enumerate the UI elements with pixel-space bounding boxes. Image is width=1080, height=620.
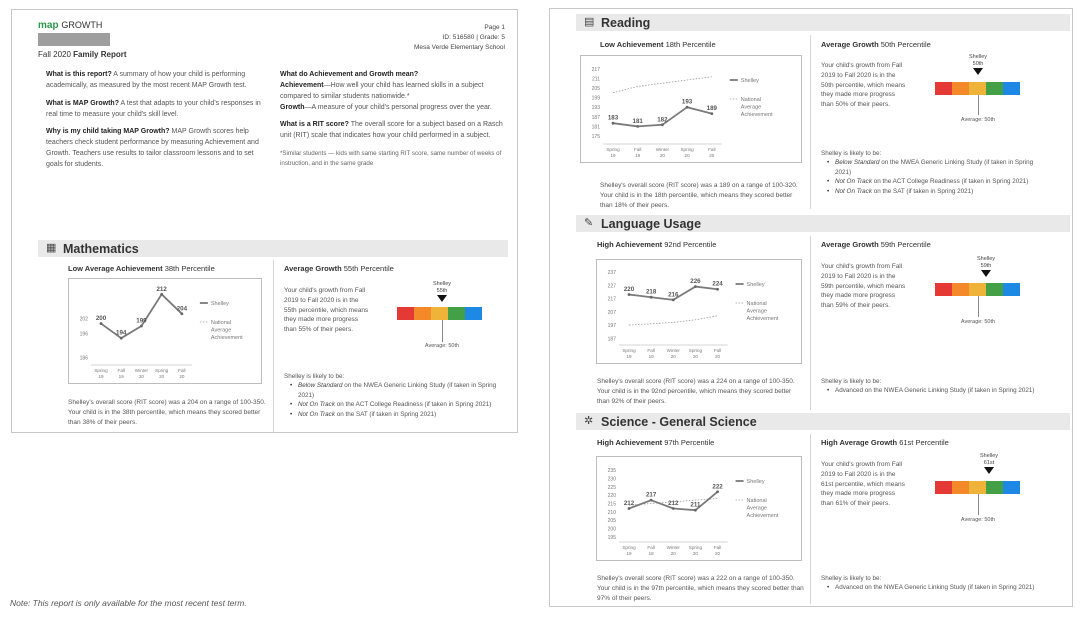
legend-label-student: Shelley (746, 479, 765, 485)
data-label: 199 (136, 317, 147, 325)
x-tick-label: 20 (692, 354, 698, 359)
national-average-line (629, 316, 718, 325)
x-tick-label: 19 (98, 374, 104, 379)
scale-segment (969, 481, 986, 494)
legend-label-national: Achievement (746, 316, 779, 322)
y-tick-label: 196 (79, 331, 88, 338)
y-tick-label: 175 (591, 134, 600, 140)
national-average-line (613, 77, 712, 93)
scale-segment (414, 307, 431, 320)
average-label: Average: 50th (960, 319, 996, 325)
marker-triangle-icon (984, 467, 994, 474)
x-tick-label: 20 (714, 354, 721, 359)
y-tick-label: 217 (607, 296, 616, 303)
outcome-item: • Not On Track on the SAT (if taken in Spring 2021) (298, 410, 499, 419)
x-tick-label: Fall (633, 147, 642, 152)
y-tick-label: 237 (607, 269, 616, 276)
x-tick-label: 20 (692, 551, 698, 556)
faq-left-column (46, 70, 266, 178)
scale-segment (935, 481, 952, 494)
x-tick-label: Fall (708, 147, 716, 152)
y-tick-label: 199 (591, 95, 600, 102)
data-label: 212 (668, 500, 679, 508)
x-tick-label: Spring (94, 368, 108, 373)
y-tick-label: 202 (79, 316, 88, 323)
data-label: 189 (706, 105, 717, 113)
school-name: Mesa Verde Elementary School (413, 44, 505, 52)
scale-segment (969, 82, 986, 95)
x-tick-label: Fall (647, 545, 655, 550)
math-achievement-chart (68, 278, 262, 384)
report-title: Fall 2020 Family Report (38, 50, 127, 59)
outcome-item: • Below Standard on the NWEA Generic Linking Study (if taken in Spring 2021) (835, 158, 1041, 177)
y-tick-label: 210 (607, 509, 616, 516)
x-tick-label: Fall (647, 348, 655, 353)
data-label: 212 (156, 285, 167, 293)
section-header-language-usage (576, 215, 1070, 232)
footnote: *Similar students — kids with same starting RIT score, same number of weeks of instruction, and in the same grade (280, 150, 502, 167)
data-point (694, 509, 697, 512)
reading-score-description: Shelley's overall score (RIT score) was a 189 on a range of 100-320. Your child is in the 18th percentile, which means they scored better than 18% of their peers. (600, 182, 798, 209)
x-tick-label: Spring (688, 348, 703, 353)
faq-item: What is this report? A summary of how your child is performing academically, as measured by the most recent MAP Growth test. (46, 71, 247, 89)
x-tick-label: 20 (179, 374, 185, 379)
scale-segment (1003, 481, 1020, 494)
student-score-line (101, 294, 182, 338)
data-point (628, 507, 631, 510)
atom-icon: ✲ (584, 415, 594, 427)
x-tick-label: Spring (622, 545, 636, 550)
marker-triangle-icon (437, 295, 447, 302)
data-point (686, 106, 689, 109)
likely-outcomes: Shelley is likely to be: • Below Standard on the NWEA Generic Linking Study (if taken in Spring 2021) • Not On Track on the ACT College Readiness (if taken in Spring 2021) • Not On Track on the SAT (if taken in Spring 2021) (284, 372, 499, 419)
scale-segment (431, 307, 448, 320)
data-point (120, 337, 123, 340)
scale-segment (986, 82, 1003, 95)
scale-segment (952, 82, 969, 95)
student-growth-marker: Shelley 50th (963, 54, 993, 75)
y-tick-label: 200 (607, 526, 616, 533)
data-point (180, 312, 183, 315)
data-point (661, 123, 664, 126)
y-tick-label: 235 (607, 468, 616, 475)
x-tick-label: 19 (610, 153, 616, 158)
growth-heading: Average Growth 50th Percentile (821, 40, 931, 49)
outcome-item: • Not On Track on the ACT College Readiness (if taken in Spring 2021) (835, 177, 1041, 186)
growth-heading: Average Growth 59th Percentile (821, 240, 931, 249)
legend-label-national: Average (746, 308, 767, 315)
data-point (672, 507, 675, 510)
data-label: 217 (645, 491, 657, 499)
data-label: 218 (645, 288, 657, 296)
x-tick-label: Spring (622, 348, 636, 353)
data-label: 200 (95, 315, 107, 323)
legend-label-national: National (210, 320, 232, 326)
scale-segment (969, 283, 986, 296)
data-label: 194 (116, 329, 127, 337)
section-title: Mathematics (63, 241, 139, 256)
y-tick-label: 197 (607, 323, 616, 330)
achievement-heading: Low Average Achievement 38th Percentile (68, 264, 215, 273)
growth-description: Your child's growth from Fall 2019 to Fall 2020 is in the 55th percentile, which means they made more progress than 55% of their peers. (284, 287, 369, 333)
legend-label-student: Shelley (210, 301, 229, 307)
faq-item: What is MAP Growth? A test that adapts to your child's responses in real time to measure your child's skill level. (46, 99, 261, 118)
section-header-reading (576, 14, 1070, 31)
achievement-heading: Low Achievement 18th Percentile (600, 40, 716, 49)
page-meta (414, 23, 505, 53)
likely-outcomes: Shelley is likely to be: • Advanced on the NWEA Generic Linking Study (if taken in Spring 2021) (821, 574, 1046, 593)
data-point (694, 285, 697, 288)
section-title: Reading (601, 15, 651, 30)
data-label: 212 (623, 500, 635, 508)
scale-segment (952, 481, 969, 494)
student-growth-marker: Shelley 55th (427, 281, 457, 302)
y-tick-label: 211 (592, 76, 600, 83)
scale-segment (1003, 82, 1020, 95)
growth-description: Your child's growth from Fall 2019 to Fall 2020 is in the 59th percentile, which means they made more progress than 59% of their peers. (821, 263, 906, 309)
legend-label-national: Average (210, 327, 232, 334)
average-label: Average: 50th (424, 343, 460, 349)
section-header-mathematics (38, 240, 508, 257)
faq-item: What is a RIT score? The overall score for a subject based on a Rasch unit (RIT) scale that indicates how your child performed in a subject. (280, 121, 503, 140)
average-label: Average: 50th (960, 517, 996, 523)
legend-label-national: National (746, 498, 767, 504)
growth-percentile-scale (397, 307, 482, 320)
science-achievement-chart (596, 456, 802, 561)
scale-segment (935, 283, 952, 296)
legend-label-national: Average (740, 104, 762, 111)
map-growth-logo: map GROWTH (38, 20, 103, 31)
legend-label-national: Achievement (210, 335, 243, 341)
data-label: 216 (668, 291, 679, 299)
scale-segment (397, 307, 414, 320)
redacted-name (38, 33, 110, 46)
legend-label-student: Shelley (746, 282, 765, 288)
student-id-grade: ID: 516580 | Grade: 5 (442, 34, 505, 42)
x-tick-label: Winter (655, 147, 670, 152)
x-tick-label: 20 (684, 153, 690, 158)
x-tick-label: 20 (709, 153, 715, 158)
achievement-heading: High Achievement 97th Percentile (597, 438, 715, 447)
data-label: 226 (690, 278, 701, 286)
data-label: 211 (690, 501, 701, 509)
x-tick-label: 20 (659, 153, 665, 158)
x-tick-label: 19 (648, 354, 654, 359)
y-tick-label: 217 (591, 66, 600, 73)
growth-percentile-scale (935, 283, 1020, 296)
pencil-icon: ✎ (584, 217, 594, 229)
x-tick-label: 19 (635, 153, 641, 158)
scale-segment (448, 307, 465, 320)
data-point (710, 112, 713, 115)
faq-item: What do Achievement and Growth mean? Achievement—How well your child has learned skills in a subject compared to similar students nationwide.* Growth—A measure of your child's personal progress over the year. (280, 71, 492, 111)
language-score-description: Shelley's overall score (RIT score) was a 224 on a range of 100-350. Your child is in the 92nd percentile, which means they scored better than 92% of their peers. (597, 378, 795, 405)
outcome-item: • Advanced on the NWEA Generic Linking Study (if taken in Spring 2021) (835, 583, 1046, 592)
x-tick-label: Fall (117, 368, 125, 373)
data-point (628, 293, 631, 296)
data-point (672, 298, 675, 301)
data-label: 224 (712, 280, 723, 288)
data-label: 220 (623, 286, 635, 294)
x-tick-label: 20 (670, 354, 676, 359)
data-point (650, 499, 653, 502)
data-label: 182 (657, 116, 668, 124)
x-tick-label: Winter (666, 348, 680, 353)
data-label: 193 (681, 98, 693, 106)
x-tick-label: 20 (159, 374, 165, 379)
average-label: Average: 50th (960, 117, 996, 123)
x-tick-label: Fall (178, 368, 186, 373)
x-tick-label: 19 (626, 354, 632, 359)
y-tick-label: 205 (591, 86, 600, 92)
data-point (650, 296, 653, 299)
growth-percentile-scale (935, 481, 1020, 494)
data-point (636, 125, 639, 128)
legend-label-national: National (746, 301, 767, 307)
data-label: 183 (607, 114, 619, 122)
growth-percentile-scale (935, 82, 1020, 95)
scale-segment (952, 283, 969, 296)
legend-label-national: Average (746, 505, 767, 512)
calculator-icon: ▦ (46, 242, 57, 254)
outcome-item: • Below Standard on the NWEA Generic Linking Study (if taken in Spring 2021) (298, 381, 499, 400)
math-score-description: Shelley's overall score (RIT score) was a 204 on a range of 100-350. Your child is in the 38th percentile, which means they scored better than 38% of their peers. (68, 399, 266, 426)
scale-segment (465, 307, 482, 320)
data-point (160, 293, 163, 296)
x-tick-label: 20 (138, 374, 145, 379)
y-tick-label: 186 (79, 355, 88, 362)
growth-heading: High Average Growth 61st Percentile (821, 438, 949, 447)
legend-label-national: Achievement (746, 513, 779, 519)
marker-triangle-icon (973, 68, 983, 75)
outcome-item: • Not On Track on the ACT College Readiness (if taken in Spring 2021) (298, 400, 499, 409)
outcome-item: • Not On Track on the SAT (if taken in Spring 2021) (835, 187, 1041, 196)
y-tick-label: 187 (591, 114, 600, 121)
growth-description: Your child's growth from Fall 2019 to Fall 2020 is in the 50th percentile, which means they made more progress than 50% of their peers. (821, 62, 906, 108)
data-point (100, 322, 103, 325)
x-tick-label: 18 (648, 551, 654, 556)
data-point (716, 490, 719, 493)
y-tick-label: 195 (607, 534, 616, 541)
student-growth-marker: Shelley 59th (971, 256, 1001, 277)
report-note: Note: This report is only available for the most recent test term. (10, 598, 247, 608)
x-tick-label: Spring (155, 368, 169, 373)
y-tick-label: 225 (607, 484, 616, 491)
marker-triangle-icon (981, 270, 991, 277)
page-number: Page 1 (484, 24, 505, 31)
faq-right-column (280, 70, 504, 175)
data-label: 181 (632, 117, 643, 125)
x-tick-label: 19 (626, 551, 632, 556)
data-label: 222 (712, 483, 723, 491)
report-page-1 (11, 9, 518, 433)
data-point (716, 288, 719, 291)
scale-segment (986, 283, 1003, 296)
y-tick-label: 230 (607, 476, 616, 483)
y-tick-label: 207 (607, 309, 616, 316)
y-tick-label: 215 (607, 501, 616, 508)
achievement-heading: High Achievement 92nd Percentile (597, 240, 717, 249)
y-tick-label: 181 (591, 124, 600, 131)
faq-item: Why is my child taking MAP Growth? MAP Growth scores help teachers check student performance by measuring Achievement and Growth. Teachers use results to tailor classroom lessons and to set goals for students. (46, 128, 259, 168)
section-title: Language Usage (601, 216, 702, 231)
legend-label-student: Shelley (740, 78, 759, 84)
growth-heading: Average Growth 55th Percentile (284, 264, 394, 273)
x-tick-label: Spring (688, 545, 703, 550)
y-tick-label: 193 (591, 105, 600, 112)
x-tick-label: 19 (118, 374, 124, 379)
x-tick-label: Fall (713, 545, 722, 550)
likely-outcomes: Shelley is likely to be: • Below Standard on the NWEA Generic Linking Study (if taken in Spring 2021) • Not On Track on the ACT College Readiness (if taken in Spring 2021) • Not On Track on the SAT (if taken in Spring 2021) (821, 149, 1041, 196)
outcome-item: • Advanced on the NWEA Generic Linking Study (if taken in Spring 2021) (835, 386, 1046, 395)
data-point (140, 325, 143, 328)
scale-segment (935, 82, 952, 95)
y-tick-label: 220 (607, 493, 616, 500)
x-tick-label: Fall (713, 348, 722, 353)
student-growth-marker: Shelley 61st (974, 453, 1004, 474)
y-tick-label: 227 (607, 283, 616, 290)
y-tick-label: 205 (607, 518, 616, 525)
reading-achievement-chart (580, 55, 802, 163)
section-title: Science - General Science (601, 414, 757, 429)
data-label: 204 (176, 305, 188, 313)
x-tick-label: 20 (714, 551, 721, 556)
report-page-2 (549, 8, 1073, 607)
section-header-science (576, 413, 1070, 430)
x-tick-label: Spring (606, 147, 620, 152)
science-score-description: Shelley's overall score (RIT score) was a 222 on a range of 100-350. Your child is in the 97th percentile, which means they scored better than 97% of their peers. (597, 575, 804, 602)
y-tick-label: 187 (607, 336, 616, 343)
data-point (612, 122, 615, 125)
legend-label-national: National (740, 97, 761, 103)
book-icon: ▤ (584, 16, 595, 28)
x-tick-label: Winter (666, 545, 680, 550)
growth-description: Your child's growth from Fall 2019 to Fall 2020 is in the 61st percentile, which means they made more progress than 61% of their peers. (821, 461, 905, 507)
likely-outcomes: Shelley is likely to be: • Advanced on the NWEA Generic Linking Study (if taken in Spring 2021) (821, 377, 1046, 396)
scale-segment (986, 481, 1003, 494)
x-tick-label: Winter (134, 368, 149, 373)
x-tick-label: Spring (680, 147, 694, 152)
legend-label-national: Achievement (740, 112, 773, 118)
x-tick-label: 20 (670, 551, 676, 556)
language-achievement-chart (596, 259, 802, 364)
scale-segment (1003, 283, 1020, 296)
